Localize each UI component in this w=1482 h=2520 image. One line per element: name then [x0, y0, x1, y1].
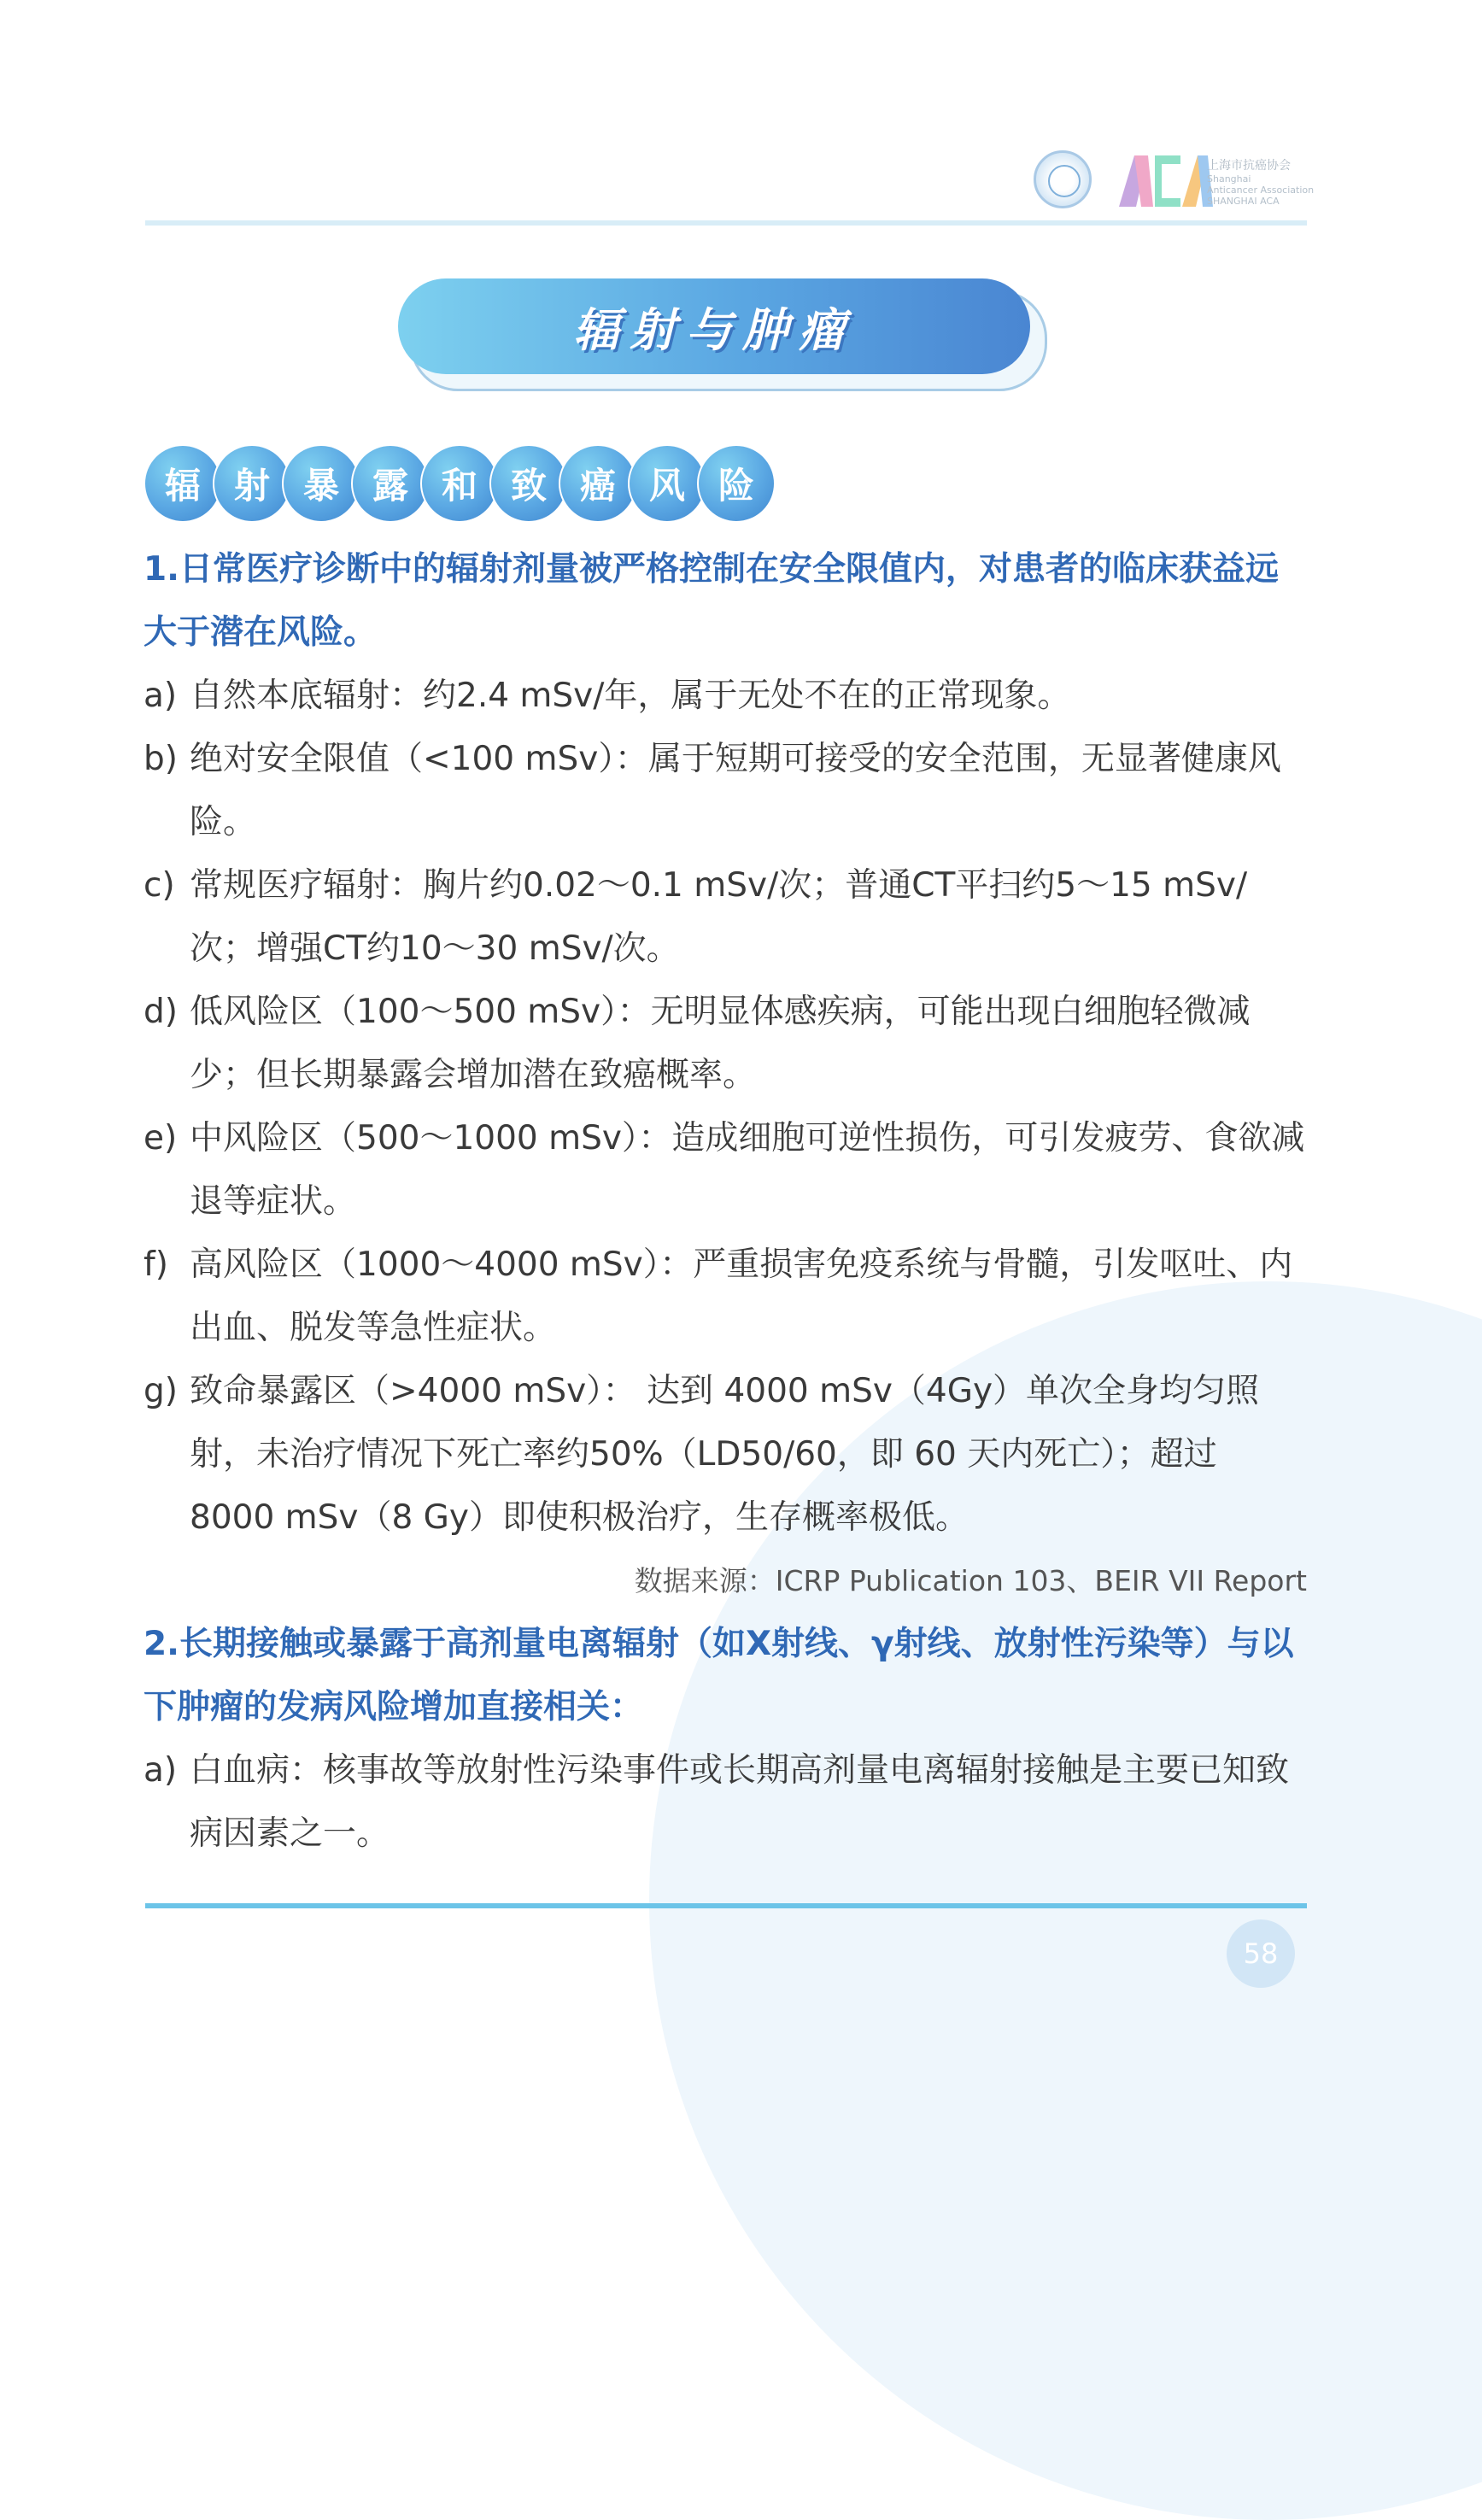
section-heading-2: 2.长期接触或暴露于高剂量电离辐射（如X射线、γ射线、放射性污染等）与以下肿瘤的发病风险增加直接相关： — [144, 1625, 1294, 1726]
list-item-label: c) — [144, 866, 175, 905]
list-item — [144, 728, 1307, 854]
section-badge: 癌 — [559, 444, 637, 523]
section-heading-badges — [144, 444, 766, 523]
page-title: 辐射与肿瘤 — [573, 302, 855, 357]
page-number: 58 — [1227, 1919, 1295, 1988]
org-name-en-3: SHANGHAI ACA — [1207, 196, 1280, 207]
section-badge: 暴 — [282, 444, 360, 523]
bottom-divider — [145, 1903, 1307, 1908]
list-item-text: 致命暴露区（>4000 mSv）： 达到 4000 mSv（4Gy）单次全身均匀照射，未治疗情况下死亡率约50%（LD50/60，即 60 天内死亡）；超过 8000 mSv（8 Gy）即使积极治疗，生存概率极低。 — [190, 1372, 1260, 1537]
title-banner — [398, 278, 1047, 390]
list-item-label: e) — [144, 1119, 178, 1157]
list-item-text: 自然本底辐射：约2.4 mSv/年，属于无处不在的正常现象。 — [190, 677, 1071, 715]
list-item-label: a) — [144, 677, 178, 715]
data-source-note: 数据来源：ICRP Publication 103、BEIR VII Report — [634, 1564, 1307, 1597]
list-item — [144, 854, 1307, 981]
list-item-label: g) — [144, 1372, 178, 1410]
section-badge: 露 — [351, 444, 430, 523]
list-item-text: 高风险区（1000～4000 mSv）：严重损害免疫系统与骨髓，引发呕吐、内出血、脱发等急性症状。 — [190, 1245, 1293, 1347]
list-item-text: 低风险区（100～500 mSv）：无明显体感疾病，可能出现白细胞轻微减少；但长期暴露会增加潜在致癌概率。 — [190, 993, 1251, 1094]
section-badge: 和 — [420, 444, 499, 523]
org-name-cn: 上海市抗癌协会 — [1207, 159, 1291, 173]
list-item — [144, 1234, 1307, 1360]
association-emblem-icon — [1034, 150, 1092, 208]
list-item-label: d) — [144, 993, 178, 1031]
list-item — [144, 1360, 1307, 1550]
list-item-text: 中风险区（500～1000 mSv）：造成细胞可逆性损伤，可引发疲劳、食欲减退等症状。 — [190, 1119, 1305, 1221]
list-item — [144, 1739, 1307, 1866]
org-name-en-1: Shanghai — [1207, 173, 1251, 185]
list-item — [144, 1107, 1307, 1234]
section-badge: 风 — [628, 444, 706, 523]
aca-logo-icon — [1119, 155, 1213, 207]
logo-text — [1207, 159, 1327, 207]
list-item — [144, 665, 1307, 728]
list-item-text: 绝对安全限值（<100 mSv）：属于短期可接受的安全范围，无显著健康风险。 — [190, 740, 1281, 841]
section-badge: 致 — [489, 444, 568, 523]
section-badge: 射 — [213, 444, 291, 523]
list-item-label: b) — [144, 740, 178, 778]
list-item-label: a) — [144, 1751, 178, 1790]
top-divider — [145, 220, 1307, 226]
list-item-text: 常规医疗辐射：胸片约0.02～0.1 mSv/次；普通CT平扫约5～15 mSv/次；增强CT约10～30 mSv/次。 — [190, 866, 1248, 968]
list-item-label: f) — [144, 1245, 168, 1284]
org-name-en-2: Anticancer Association — [1207, 185, 1315, 196]
section-badge: 辐 — [144, 444, 222, 523]
section-badge: 险 — [697, 444, 776, 523]
main-content — [144, 538, 1307, 1866]
list-item — [144, 981, 1307, 1107]
title-pill — [398, 278, 1030, 374]
section-heading-1: 1.日常医疗诊断中的辐射剂量被严格控制在安全限值内，对患者的临床获益远大于潜在风险。 — [144, 550, 1279, 652]
list-item-text: 白血病：核事故等放射性污染事件或长期高剂量电离辐射接触是主要已知致病因素之一。 — [190, 1751, 1290, 1853]
